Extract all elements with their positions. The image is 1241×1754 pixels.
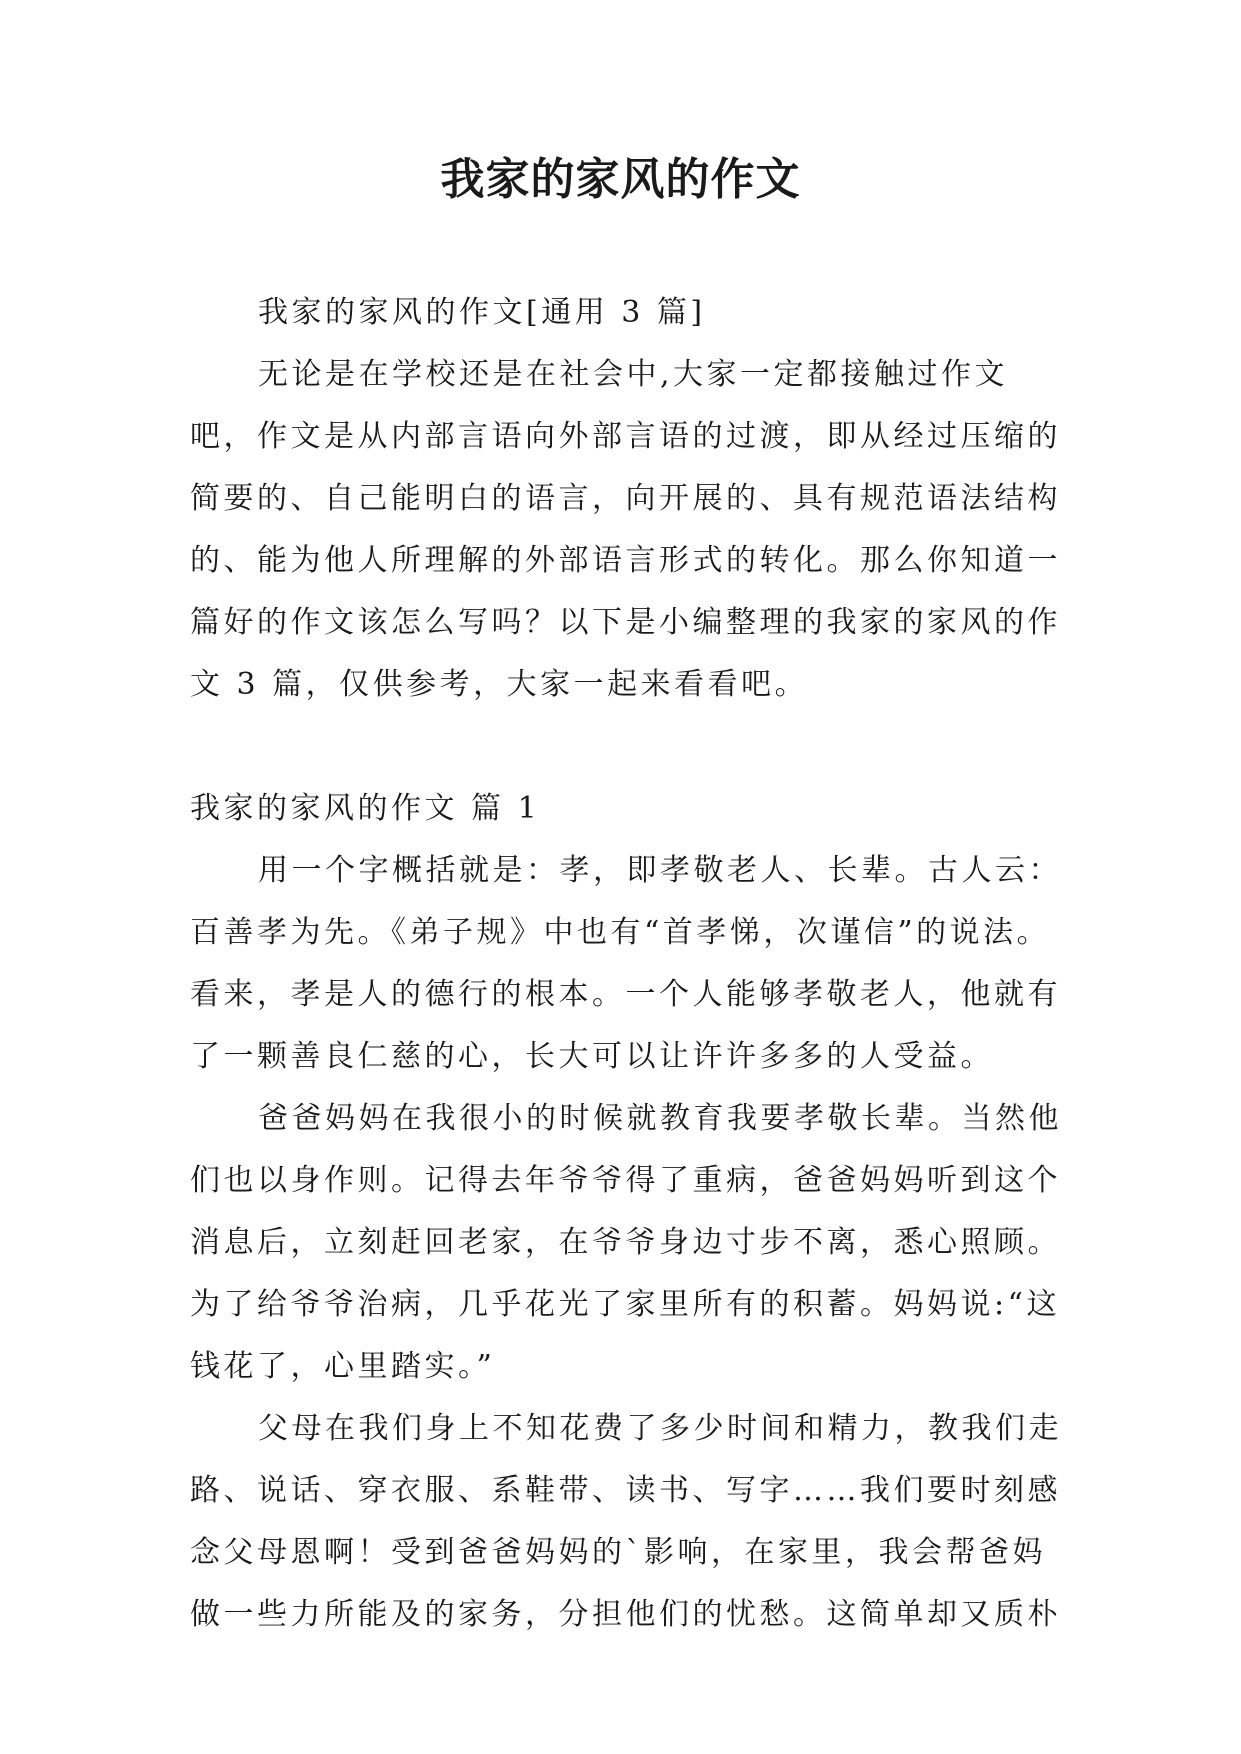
page-title: 我家的家风的作文 <box>440 154 801 205</box>
document-subtitle: 我家的家风的作文[通用 3 篇] <box>258 295 706 330</box>
intro-paragraph: 无论是在学校还是在社会中,大家一定都接触过作文吧，作文是从内部言语向外部言语的过渡，即从经过压缩的简要的、自己能明白的语言，向开展的、具有规范语法结构的、能为他人所理解的外部语言形式的转化。那么你知道一篇好的作文该怎么写吗？以下是小编整理的我家的家风的作文 3 篇，仅供参考，大家一起来看看吧。 <box>190 357 1061 702</box>
body-paragraph: 父母在我们身上不知花费了多少时间和精力，教我们走路、说话、穿衣服、系鞋带、读书、写字……我们要时刻感念父母恩啊！受到爸爸妈妈的`影响，在家里，我会帮爸妈做一些力所能及的家务，分担他们的忧愁。这简单却又质朴 <box>190 1411 1062 1632</box>
document-body <box>190 282 1070 1646</box>
section-spacer <box>190 716 1070 778</box>
section-heading: 我家的家风的作文 篇 1 <box>190 791 541 826</box>
body-paragraph: 爸爸妈妈在我很小的时候就教育我要孝敬长辈。当然他们也以身作则。记得去年爷爷得了重病，爸爸妈妈听到这个消息后，立刻赶回老家，在爷爷身边寸步不离，悉心照顾。为了给爷爷治病，几乎花光了家里所有的积蓄。妈妈说:“这钱花了，心里踏实。” <box>190 1101 1062 1384</box>
body-paragraph: 用一个字概括就是：孝，即孝敬老人、长辈。古人云：百善孝为先。《弟子规》中也有“首孝悌，次谨信”的说法。看来，孝是人的德行的根本。一个人能够孝敬老人，他就有了一颗善良仁慈的心，长大可以让许许多多的人受益。 <box>190 853 1062 1074</box>
